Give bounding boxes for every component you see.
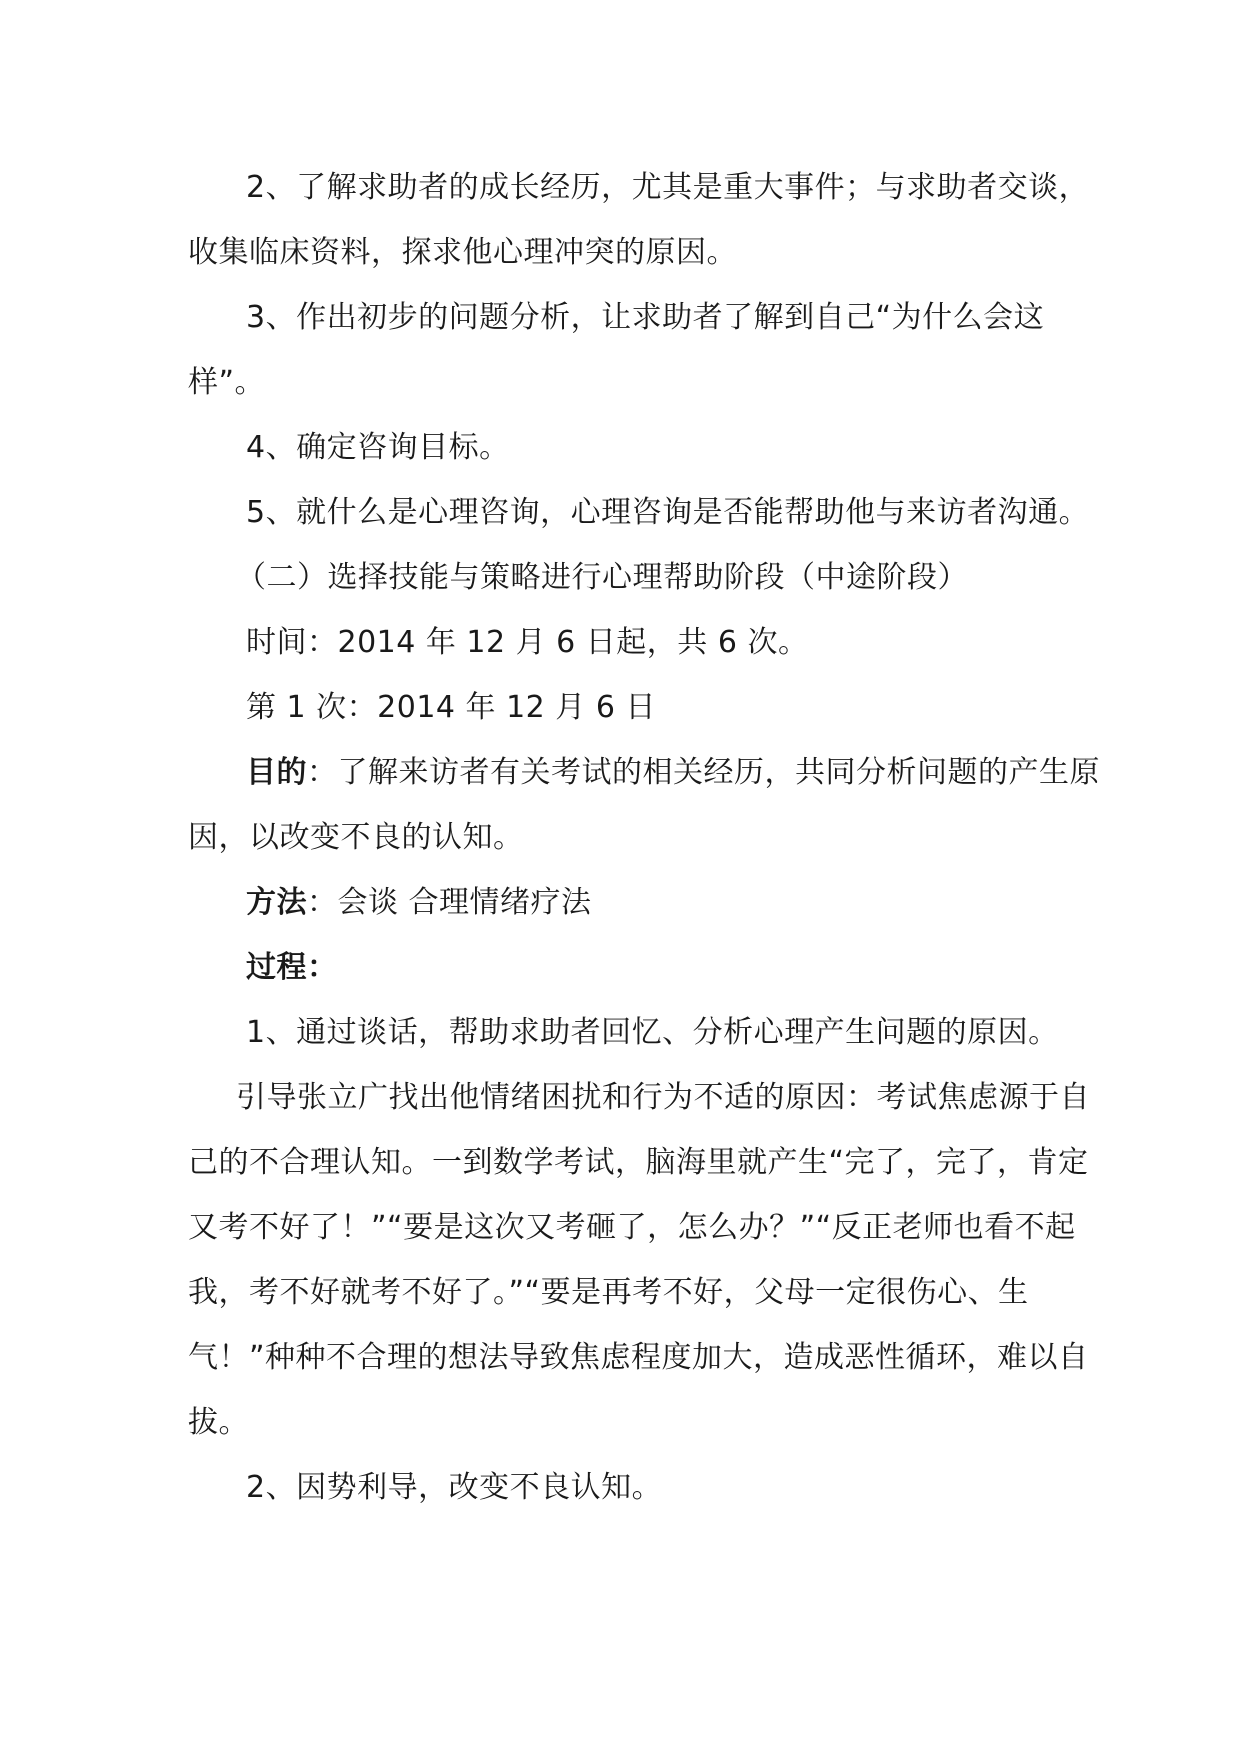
- paragraph-guidance: 引导张立广找出他情绪困扰和行为不适的原因：考试焦虑源于自己的不合理认知。一到数学考试，脑海里就产生“完了，完了，肯定又考不好了！”“要是这次又考砸了，怎么办？”“反正老师也看不起我，考不好就考不好了。”“要是再考不好，父母一定很伤心、生气！”种种不合理的想法导致焦虑程度加大，造成恶性循环，难以自拔。: [188, 1080, 1090, 1440]
- paragraph-session-1: 第 1 次：2014 年 12 月 6 日: [246, 690, 656, 725]
- method-text: ：会谈 合理情绪疗法: [307, 885, 592, 920]
- paragraph-step-4: 4、确定咨询目标。: [246, 430, 510, 465]
- section-heading-stage-2: （二）选择技能与策略进行心理帮助阶段（中途阶段）: [236, 560, 968, 595]
- purpose-text: ：了解来访者有关考试的相关经历，共同分析问题的产生原因，以改变不良的认知。: [188, 755, 1100, 855]
- paragraph-process-1: 1、通过谈话，帮助求助者回忆、分析心理产生问题的原因。: [246, 1015, 1059, 1050]
- purpose-label: 目的: [246, 755, 307, 790]
- paragraph-step-3: 3、作出初步的问题分析，让求助者了解到自己“为什么会这样”。: [188, 300, 1045, 400]
- paragraph-step-2: 2、了解求助者的成长经历，尤其是重大事件；与求助者交谈，收集临床资料，探求他心理冲突的原因。: [188, 170, 1090, 270]
- method-label: 方法: [246, 885, 307, 920]
- paragraph-method: [188, 870, 1118, 935]
- paragraph-time: 时间：2014 年 12 月 6 日起，共 6 次。: [246, 625, 809, 660]
- paragraph-step-5: 5、就什么是心理咨询，心理咨询是否能帮助他与来访者沟通。: [246, 495, 1090, 530]
- process-heading: 过程：: [246, 950, 338, 985]
- paragraph-purpose: [188, 740, 1118, 870]
- document-page: [188, 155, 1118, 1520]
- paragraph-process-2: 2、因势利导，改变不良认知。: [246, 1470, 663, 1505]
